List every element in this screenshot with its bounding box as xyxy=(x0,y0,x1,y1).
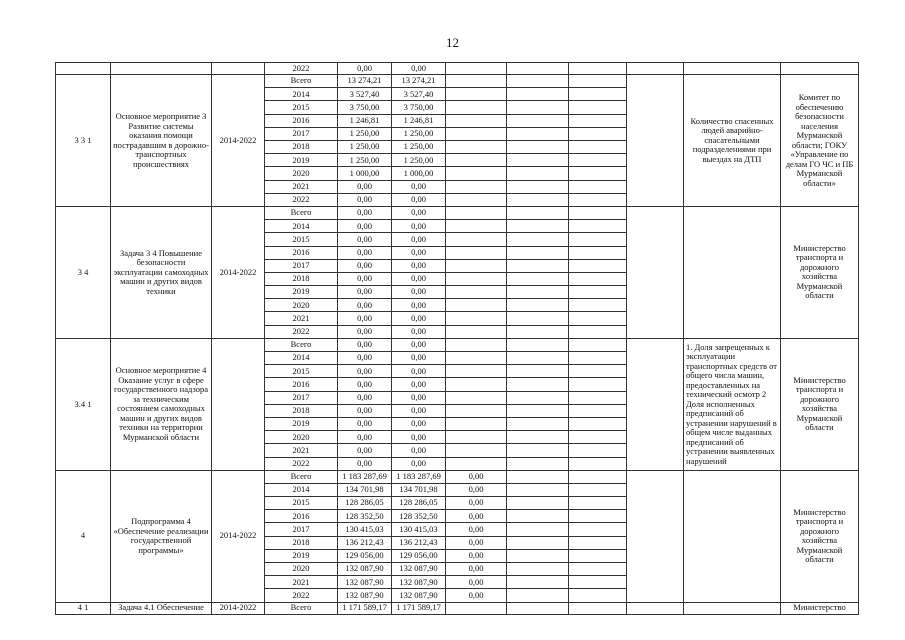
year-cell: 2015 xyxy=(265,497,338,510)
amount-total-cell: 13 274,21 xyxy=(338,75,392,88)
amount-other-cell xyxy=(569,286,627,299)
amount-total-cell: 0,00 xyxy=(338,365,392,378)
amount-total-cell: 132 087,90 xyxy=(338,563,392,576)
amount-total-cell: 1 000,00 xyxy=(338,167,392,180)
period-cell: 2014-2022 xyxy=(212,602,265,614)
amount-regional-cell: 0,00 xyxy=(392,246,446,259)
year-cell: 2021 xyxy=(265,444,338,457)
year-cell: 2018 xyxy=(265,272,338,285)
amount-local-cell xyxy=(507,272,569,285)
amount-other-cell xyxy=(569,101,627,114)
amount-other-cell xyxy=(569,127,627,140)
amount-other-cell xyxy=(569,180,627,193)
amount-local-cell xyxy=(507,589,569,602)
amount-other-cell xyxy=(569,167,627,180)
amount-other-cell xyxy=(569,563,627,576)
amount-local-cell xyxy=(507,193,569,206)
year-cell: 2014 xyxy=(265,352,338,365)
year-cell: Всего xyxy=(265,470,338,483)
amount-regional-cell: 0,00 xyxy=(392,352,446,365)
indicator-cell xyxy=(684,63,781,75)
name-cell: Задача 4.1 Обеспечение xyxy=(111,602,212,614)
amount-total-cell: 0,00 xyxy=(338,312,392,325)
amount-local-cell xyxy=(507,365,569,378)
year-cell: 2019 xyxy=(265,549,338,562)
amount-federal-cell xyxy=(446,141,507,154)
name-cell: Основное мероприятие 4 Оказание услуг в сфере государственного надзора за техническим состоянием самоходных машин и других видов техники на территории Мурманской области xyxy=(111,338,212,470)
year-cell: 2015 xyxy=(265,365,338,378)
amount-local-cell xyxy=(507,338,569,351)
amount-local-cell xyxy=(507,206,569,219)
amount-total-cell: 128 286,05 xyxy=(338,497,392,510)
code-cell: 3.4 1 xyxy=(56,338,111,470)
amount-local-cell xyxy=(507,259,569,272)
amount-other-cell xyxy=(569,391,627,404)
amount-total-cell: 132 087,90 xyxy=(338,576,392,589)
executor-cell: Комитет по обеспечению безопасности населения Мурманской области; ГОКУ «Управление по делам ГО ЧС и ПБ Мурманской области» xyxy=(781,75,859,207)
amount-local-cell xyxy=(507,352,569,365)
amount-federal-cell xyxy=(446,233,507,246)
amount-other-cell xyxy=(569,602,627,614)
year-cell: 2020 xyxy=(265,431,338,444)
amount-federal-cell xyxy=(446,417,507,430)
year-cell: 2015 xyxy=(265,101,338,114)
year-cell: 2020 xyxy=(265,167,338,180)
page-number: 12 xyxy=(446,35,459,50)
amount-regional-cell: 0,00 xyxy=(392,180,446,193)
amount-regional-cell: 132 087,90 xyxy=(392,576,446,589)
period-cell: 2014-2022 xyxy=(212,470,265,602)
indicator-cell: 1. Доля запрещенных к эксплуатации транспортных средств от общего числа машин, предоставленных на технический осмотр 2 Доля исполненных предписаний об устранении нарушений в общем числе выданных предписаний об устранении выявленных нарушений xyxy=(684,338,781,470)
amount-local-cell xyxy=(507,483,569,496)
amount-federal-cell xyxy=(446,101,507,114)
year-cell: 2020 xyxy=(265,563,338,576)
year-cell: 2022 xyxy=(265,589,338,602)
amount-other-cell xyxy=(569,193,627,206)
amount-total-cell: 0,00 xyxy=(338,180,392,193)
amount-total-cell: 0,00 xyxy=(338,391,392,404)
amount-total-cell: 0,00 xyxy=(338,352,392,365)
amount-federal-cell xyxy=(446,457,507,470)
amount-federal-cell xyxy=(446,206,507,219)
amount-other-cell xyxy=(569,483,627,496)
amount-other-cell xyxy=(569,417,627,430)
amount-federal-cell: 0,00 xyxy=(446,563,507,576)
amount-federal-cell xyxy=(446,167,507,180)
executor-cell: Министерство xyxy=(781,602,859,614)
amount-regional-cell: 132 087,90 xyxy=(392,589,446,602)
amount-regional-cell: 13 274,21 xyxy=(392,75,446,88)
amount-total-cell: 0,00 xyxy=(338,220,392,233)
amount-federal-cell xyxy=(446,259,507,272)
amount-regional-cell: 0,00 xyxy=(392,391,446,404)
year-cell: Всего xyxy=(265,75,338,88)
amount-other-cell xyxy=(569,114,627,127)
amount-regional-cell: 0,00 xyxy=(392,431,446,444)
indicator-value-cell xyxy=(627,602,684,614)
amount-federal-cell xyxy=(446,286,507,299)
amount-local-cell xyxy=(507,220,569,233)
amount-local-cell xyxy=(507,431,569,444)
code-cell: 3 4 xyxy=(56,206,111,338)
amount-total-cell: 0,00 xyxy=(338,63,392,75)
amount-regional-cell: 136 212,43 xyxy=(392,536,446,549)
amount-total-cell: 0,00 xyxy=(338,457,392,470)
executor-cell: Министерство транспорта и дорожного хозяйства Мурманской области xyxy=(781,338,859,470)
indicator-cell xyxy=(684,602,781,614)
period-cell xyxy=(212,63,265,75)
amount-other-cell xyxy=(569,536,627,549)
amount-total-cell: 1 250,00 xyxy=(338,127,392,140)
amount-local-cell xyxy=(507,470,569,483)
code-cell xyxy=(56,63,111,75)
amount-other-cell xyxy=(569,312,627,325)
amount-total-cell: 1 246,81 xyxy=(338,114,392,127)
amount-regional-cell: 128 352,50 xyxy=(392,510,446,523)
amount-local-cell xyxy=(507,286,569,299)
amount-other-cell xyxy=(569,549,627,562)
name-cell: Подпрограмма 4 «Обеспечение реализации государственной программы» xyxy=(111,470,212,602)
amount-local-cell xyxy=(507,180,569,193)
amount-regional-cell: 0,00 xyxy=(392,63,446,75)
amount-regional-cell: 0,00 xyxy=(392,338,446,351)
indicator-value-cell xyxy=(627,63,684,75)
amount-total-cell: 0,00 xyxy=(338,286,392,299)
amount-regional-cell: 1 183 287,69 xyxy=(392,470,446,483)
amount-regional-cell: 0,00 xyxy=(392,259,446,272)
amount-federal-cell xyxy=(446,378,507,391)
amount-federal-cell: 0,00 xyxy=(446,589,507,602)
year-cell: 2021 xyxy=(265,180,338,193)
name-cell: Основное мероприятие 3 Развитие системы оказания помощи пострадавшим в дорожно-транспортных происшествиях xyxy=(111,75,212,207)
amount-regional-cell: 3 527,40 xyxy=(392,88,446,101)
amount-federal-cell xyxy=(446,246,507,259)
amount-local-cell xyxy=(507,101,569,114)
table-row xyxy=(56,206,859,219)
amount-regional-cell: 0,00 xyxy=(392,193,446,206)
year-cell: 2016 xyxy=(265,114,338,127)
table-row xyxy=(56,338,859,351)
amount-regional-cell: 0,00 xyxy=(392,378,446,391)
amount-federal-cell xyxy=(446,352,507,365)
amount-other-cell xyxy=(569,404,627,417)
indicator-cell: Количество спасенных людей аварийно-спасательными подразделениями при выездах на ДТП xyxy=(684,75,781,207)
year-cell: 2018 xyxy=(265,141,338,154)
year-cell: 2022 xyxy=(265,457,338,470)
year-cell: 2017 xyxy=(265,391,338,404)
amount-federal-cell: 0,00 xyxy=(446,523,507,536)
amount-total-cell: 136 212,43 xyxy=(338,536,392,549)
amount-local-cell xyxy=(507,299,569,312)
amount-other-cell xyxy=(569,206,627,219)
amount-other-cell xyxy=(569,457,627,470)
amount-total-cell: 130 415,03 xyxy=(338,523,392,536)
amount-regional-cell: 0,00 xyxy=(392,272,446,285)
indicator-cell xyxy=(684,470,781,602)
amount-regional-cell: 129 056,00 xyxy=(392,549,446,562)
amount-total-cell: 0,00 xyxy=(338,325,392,338)
amount-local-cell xyxy=(507,325,569,338)
year-cell: 2017 xyxy=(265,259,338,272)
amount-local-cell xyxy=(507,563,569,576)
amount-federal-cell xyxy=(446,365,507,378)
amount-local-cell xyxy=(507,404,569,417)
amount-federal-cell xyxy=(446,299,507,312)
year-cell: 2019 xyxy=(265,286,338,299)
amount-local-cell xyxy=(507,154,569,167)
amount-regional-cell: 0,00 xyxy=(392,457,446,470)
executor-cell xyxy=(781,63,859,75)
amount-local-cell xyxy=(507,510,569,523)
amount-regional-cell: 0,00 xyxy=(392,365,446,378)
amount-federal-cell: 0,00 xyxy=(446,483,507,496)
amount-federal-cell xyxy=(446,75,507,88)
amount-other-cell xyxy=(569,272,627,285)
amount-local-cell xyxy=(507,312,569,325)
year-cell: 2022 xyxy=(265,193,338,206)
year-cell: 2016 xyxy=(265,378,338,391)
year-cell: 2014 xyxy=(265,220,338,233)
year-cell: 2016 xyxy=(265,510,338,523)
amount-other-cell xyxy=(569,88,627,101)
amount-local-cell xyxy=(507,497,569,510)
amount-regional-cell: 1 000,00 xyxy=(392,167,446,180)
amount-federal-cell: 0,00 xyxy=(446,497,507,510)
code-cell: 4 1 xyxy=(56,602,111,614)
period-cell: 2014-2022 xyxy=(212,206,265,338)
amount-total-cell: 1 183 287,69 xyxy=(338,470,392,483)
amount-federal-cell xyxy=(446,444,507,457)
amount-other-cell xyxy=(569,510,627,523)
amount-total-cell: 0,00 xyxy=(338,444,392,457)
amount-regional-cell: 0,00 xyxy=(392,206,446,219)
table-row xyxy=(56,63,859,75)
year-cell: Всего xyxy=(265,206,338,219)
year-cell: 2018 xyxy=(265,536,338,549)
year-cell: 2014 xyxy=(265,483,338,496)
amount-total-cell: 0,00 xyxy=(338,272,392,285)
amount-regional-cell: 3 750,00 xyxy=(392,101,446,114)
amount-other-cell xyxy=(569,154,627,167)
amount-federal-cell xyxy=(446,193,507,206)
executor-cell: Министерство транспорта и дорожного хозяйства Мурманской области xyxy=(781,470,859,602)
amount-federal-cell xyxy=(446,338,507,351)
amount-total-cell: 128 352,50 xyxy=(338,510,392,523)
amount-total-cell: 0,00 xyxy=(338,404,392,417)
amount-federal-cell: 0,00 xyxy=(446,536,507,549)
amount-federal-cell xyxy=(446,63,507,75)
amount-other-cell xyxy=(569,365,627,378)
amount-local-cell xyxy=(507,127,569,140)
amount-local-cell xyxy=(507,167,569,180)
amount-local-cell xyxy=(507,233,569,246)
table-row xyxy=(56,602,859,614)
amount-federal-cell: 0,00 xyxy=(446,510,507,523)
amount-regional-cell: 130 415,03 xyxy=(392,523,446,536)
amount-regional-cell: 1 250,00 xyxy=(392,141,446,154)
amount-total-cell: 1 250,00 xyxy=(338,154,392,167)
year-cell: 2015 xyxy=(265,233,338,246)
amount-regional-cell: 1 250,00 xyxy=(392,154,446,167)
year-cell: 2018 xyxy=(265,404,338,417)
amount-regional-cell: 0,00 xyxy=(392,299,446,312)
amount-federal-cell xyxy=(446,114,507,127)
amount-other-cell xyxy=(569,470,627,483)
amount-other-cell xyxy=(569,220,627,233)
amount-other-cell xyxy=(569,299,627,312)
amount-local-cell xyxy=(507,141,569,154)
year-cell: 2017 xyxy=(265,523,338,536)
period-cell xyxy=(212,338,265,470)
amount-regional-cell: 0,00 xyxy=(392,233,446,246)
amount-total-cell: 0,00 xyxy=(338,417,392,430)
amount-federal-cell: 0,00 xyxy=(446,470,507,483)
amount-other-cell xyxy=(569,259,627,272)
program-table xyxy=(55,62,859,615)
amount-federal-cell xyxy=(446,180,507,193)
amount-regional-cell: 0,00 xyxy=(392,444,446,457)
period-cell: 2014-2022 xyxy=(212,75,265,207)
year-cell: 2016 xyxy=(265,246,338,259)
year-cell: 2019 xyxy=(265,417,338,430)
amount-federal-cell xyxy=(446,272,507,285)
amount-other-cell xyxy=(569,233,627,246)
amount-federal-cell xyxy=(446,404,507,417)
amount-total-cell: 0,00 xyxy=(338,193,392,206)
amount-other-cell xyxy=(569,523,627,536)
amount-local-cell xyxy=(507,536,569,549)
amount-federal-cell xyxy=(446,127,507,140)
amount-other-cell xyxy=(569,325,627,338)
amount-federal-cell xyxy=(446,220,507,233)
amount-local-cell xyxy=(507,576,569,589)
year-cell: 2014 xyxy=(265,88,338,101)
amount-other-cell xyxy=(569,431,627,444)
amount-local-cell xyxy=(507,549,569,562)
amount-federal-cell xyxy=(446,154,507,167)
amount-other-cell xyxy=(569,75,627,88)
name-cell: Задача 3 4 Повышение безопасности эксплуатации самоходных машин и других видов техники xyxy=(111,206,212,338)
table-row xyxy=(56,75,859,88)
amount-federal-cell xyxy=(446,312,507,325)
amount-total-cell: 1 250,00 xyxy=(338,141,392,154)
amount-federal-cell: 0,00 xyxy=(446,576,507,589)
amount-regional-cell: 0,00 xyxy=(392,404,446,417)
amount-regional-cell: 0,00 xyxy=(392,286,446,299)
amount-local-cell xyxy=(507,523,569,536)
amount-federal-cell xyxy=(446,391,507,404)
amount-total-cell: 0,00 xyxy=(338,299,392,312)
amount-total-cell: 0,00 xyxy=(338,378,392,391)
amount-total-cell: 0,00 xyxy=(338,431,392,444)
amount-other-cell xyxy=(569,444,627,457)
amount-local-cell xyxy=(507,391,569,404)
indicator-value-cell xyxy=(627,75,684,207)
amount-regional-cell: 0,00 xyxy=(392,325,446,338)
indicator-cell xyxy=(684,206,781,338)
amount-other-cell xyxy=(569,338,627,351)
year-cell: 2017 xyxy=(265,127,338,140)
table-row xyxy=(56,470,859,483)
amount-local-cell xyxy=(507,63,569,75)
amount-other-cell xyxy=(569,141,627,154)
amount-regional-cell: 1 250,00 xyxy=(392,127,446,140)
year-cell: 2022 xyxy=(265,63,338,75)
amount-other-cell xyxy=(569,576,627,589)
amount-regional-cell: 0,00 xyxy=(392,417,446,430)
amount-regional-cell: 132 087,90 xyxy=(392,563,446,576)
amount-total-cell: 134 701,98 xyxy=(338,483,392,496)
amount-other-cell xyxy=(569,378,627,391)
amount-total-cell: 132 087,90 xyxy=(338,589,392,602)
amount-total-cell: 3 750,00 xyxy=(338,101,392,114)
code-cell: 3 3 1 xyxy=(56,75,111,207)
amount-regional-cell: 1 246,81 xyxy=(392,114,446,127)
amount-federal-cell xyxy=(446,602,507,614)
year-cell: 2020 xyxy=(265,299,338,312)
year-cell: Всего xyxy=(265,338,338,351)
amount-other-cell xyxy=(569,497,627,510)
amount-regional-cell: 0,00 xyxy=(392,220,446,233)
table-body xyxy=(56,63,859,615)
year-cell: 2021 xyxy=(265,576,338,589)
year-cell: 2021 xyxy=(265,312,338,325)
amount-total-cell: 0,00 xyxy=(338,259,392,272)
amount-federal-cell xyxy=(446,325,507,338)
amount-federal-cell: 0,00 xyxy=(446,549,507,562)
amount-total-cell: 0,00 xyxy=(338,246,392,259)
amount-regional-cell: 1 171 589,17 xyxy=(392,602,446,614)
amount-local-cell xyxy=(507,417,569,430)
year-cell: 2019 xyxy=(265,154,338,167)
name-cell xyxy=(111,63,212,75)
year-cell: Всего xyxy=(265,602,338,614)
amount-regional-cell: 128 286,05 xyxy=(392,497,446,510)
amount-total-cell: 1 171 589,17 xyxy=(338,602,392,614)
amount-total-cell: 3 527,40 xyxy=(338,88,392,101)
amount-local-cell xyxy=(507,114,569,127)
amount-regional-cell: 0,00 xyxy=(392,312,446,325)
indicator-value-cell xyxy=(627,470,684,602)
amount-local-cell xyxy=(507,378,569,391)
executor-cell: Министерство транспорта и дорожного хозяйства Мурманской области xyxy=(781,206,859,338)
amount-total-cell: 0,00 xyxy=(338,233,392,246)
amount-other-cell xyxy=(569,352,627,365)
indicator-value-cell xyxy=(627,206,684,338)
code-cell: 4 xyxy=(56,470,111,602)
amount-federal-cell xyxy=(446,431,507,444)
amount-regional-cell: 134 701,98 xyxy=(392,483,446,496)
indicator-value-cell xyxy=(627,338,684,470)
amount-total-cell: 0,00 xyxy=(338,338,392,351)
amount-other-cell xyxy=(569,63,627,75)
amount-local-cell xyxy=(507,88,569,101)
amount-total-cell: 0,00 xyxy=(338,206,392,219)
amount-federal-cell xyxy=(446,88,507,101)
amount-other-cell xyxy=(569,246,627,259)
amount-local-cell xyxy=(507,246,569,259)
amount-total-cell: 129 056,00 xyxy=(338,549,392,562)
amount-local-cell xyxy=(507,75,569,88)
year-cell: 2022 xyxy=(265,325,338,338)
amount-local-cell xyxy=(507,444,569,457)
amount-other-cell xyxy=(569,589,627,602)
amount-local-cell xyxy=(507,602,569,614)
amount-local-cell xyxy=(507,457,569,470)
